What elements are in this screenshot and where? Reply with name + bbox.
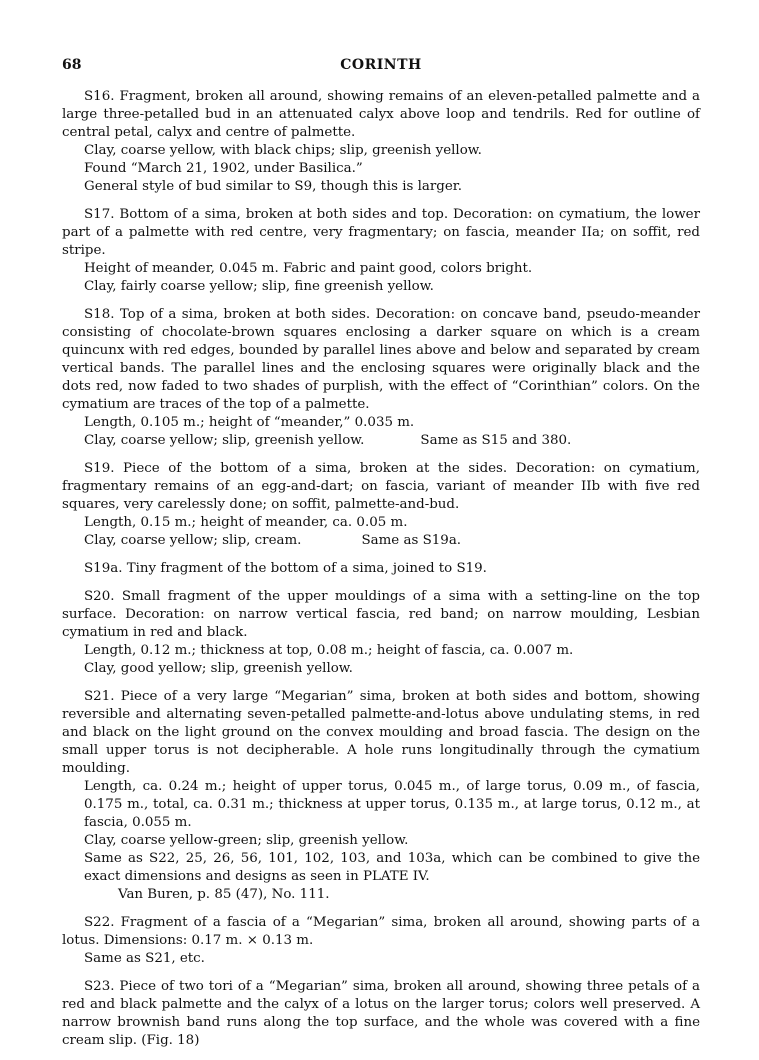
entry-clay: Clay, coarse yellow; slip, greenish yellow. xyxy=(84,433,365,448)
entry-reference: Van Buren, p. 85 (47), No. 111. xyxy=(118,887,330,902)
page-number: 68 xyxy=(62,57,82,73)
entry-clay-row xyxy=(62,532,700,550)
entry-description: S22. Fragment of a fascia of a “Megarian” sima, broken all around, showing parts of a lotus. Dimensions: 0.17 m. × 0.13 m. xyxy=(62,915,700,948)
entry-description: S18. Top of a sima, broken at both sides. Decoration: on concave band, pseudo-meander consisting of chocolate-brown squares enclosing a darker square on which is a cream quincunx with red edges, bounded by parallel lines above and below and separated by cream vertical bands. The parallel lines and the enclosing squares were originally black and the dots red, now faded to two shades of purplish, with the effect of “Corinthian” colors. On the cymatium are traces of the top of a palmette. xyxy=(62,307,700,412)
entry-detail-line: Clay, fairly coarse yellow; slip, fine greenish yellow. xyxy=(84,279,434,294)
entry-description: S21. Piece of a very large “Megarian” sima, broken at both sides and bottom, showing reversible and alternating seven-petalled palmette-and-lotus above undulating stems, in red and black on the light ground on the convex moulding and broad fascia. The design on the small upper torus is not decipherable. A hole runs longitudinally through the cymatium moulding. xyxy=(62,689,700,776)
catalogue-entry-s19a xyxy=(62,560,700,578)
entry-detail-line: Height of meander, 0.045 m. Fabric and paint good, colors bright. xyxy=(84,261,533,276)
entry-description: S19a. Tiny fragment of the bottom of a sima, joined to S19. xyxy=(84,561,487,576)
catalogue-entry-s21 xyxy=(62,688,700,904)
catalogue-entry-s22 xyxy=(62,914,700,968)
entry-detail-line: Length, ca. 0.24 m.; height of upper torus, 0.045 m., of large torus, 0.09 m., of fascia, 0.175 m., total, ca. 0.31 m.; thickness at upper torus, 0.135 m., at large torus, 0.12 m., at fascia, 0.055 m. xyxy=(84,779,700,830)
entry-detail-line: Same as S21, etc. xyxy=(84,951,205,966)
entry-description: S17. Bottom of a sima, broken at both sides and top. Decoration: on cymatium, the lower part of a palmette with red centre, very fragmentary; on fascia, meander IIa; on soffit, red stripe. xyxy=(62,207,700,258)
running-header xyxy=(62,56,700,78)
running-title: CORINTH xyxy=(340,57,422,73)
entry-description: S23. Piece of two tori of a “Megarian” sima, broken all around, showing three petals of a red and black palmette and the calyx of a lotus on the larger torus; colors well preserved. A narrow brownish band runs along the top surface, and the whole was covered with a fine cream slip. (Fig. 18) xyxy=(62,979,700,1048)
entry-description: S19. Piece of the bottom of a sima, broken at the sides. Decoration: on cymatium, fragmentary remains of an egg-and-dart; on fascia, variant of meander IIb with five red squares, very carelessly done; on soffit, palmette-and-bud. xyxy=(62,461,700,512)
catalogue-entries xyxy=(62,88,700,1050)
entry-same-as: Same as S15 and 380. xyxy=(420,433,572,448)
entry-detail-line: General style of bud similar to S9, though this is larger. xyxy=(84,179,462,194)
entry-same-as: Same as S19a. xyxy=(361,533,462,548)
entry-description: S20. Small fragment of the upper mouldings of a sima with a setting-line on the top surface. Decoration: on narrow vertical fascia, red band; on narrow moulding, Lesbian cymatium in red and black. xyxy=(62,589,700,640)
catalogue-entry-s20 xyxy=(62,588,700,678)
entry-detail-line: Length, 0.15 m.; height of meander, ca. 0.05 m. xyxy=(84,515,408,530)
entry-detail-line: Clay, coarse yellow, with black chips; slip, greenish yellow. xyxy=(84,143,482,158)
catalogue-entry-s23 xyxy=(62,978,700,1050)
entry-detail-line: Length, 0.105 m.; height of “meander,” 0.035 m. xyxy=(84,415,415,430)
catalogue-entry-s19 xyxy=(62,460,700,550)
entry-clay: Clay, coarse yellow; slip, cream. xyxy=(84,533,302,548)
entry-clay-row xyxy=(62,432,700,450)
entry-detail-line: Clay, good yellow; slip, greenish yellow. xyxy=(84,661,353,676)
catalogue-entry-s17 xyxy=(62,206,700,296)
entry-detail-line: Found “March 21, 1902, under Basilica.” xyxy=(84,161,363,176)
entry-detail-line: Clay, coarse yellow-green; slip, greenish yellow. xyxy=(84,833,409,848)
entry-detail-line: Length, 0.12 m.; thickness at top, 0.08 m.; height of fascia, ca. 0.007 m. xyxy=(84,643,574,658)
catalogue-entry-s18 xyxy=(62,306,700,450)
catalogue-entry-s16 xyxy=(62,88,700,196)
entry-description: S16. Fragment, broken all around, showing remains of an eleven-petalled palmette and a large three-petalled bud in an attenuated calyx above loop and tendrils. Red for outline of central petal, calyx and centre of palmette. xyxy=(62,89,700,140)
page xyxy=(62,56,700,1060)
entry-detail-line: Same as S22, 25, 26, 56, 101, 102, 103, and 103a, which can be combined to give the exact dimensions and designs as seen in PLATE IV. xyxy=(84,851,700,884)
